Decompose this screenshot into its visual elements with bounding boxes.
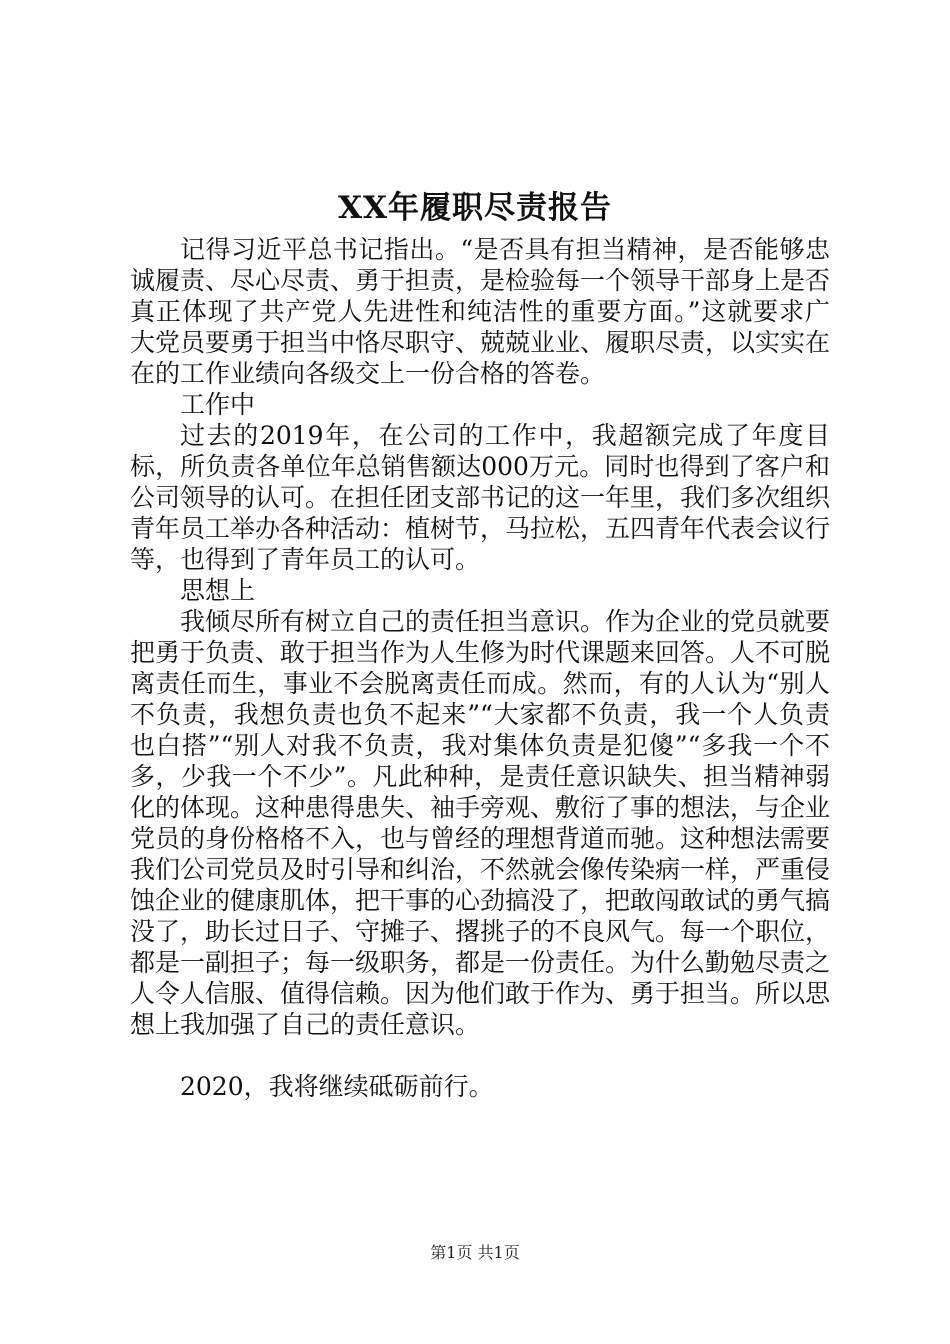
document-body [130,234,830,1102]
work-paragraph: 过去的2019年，在公司的工作中，我超额完成了年度目标，所负责各单位年总销售额达000万元。同时也得到了客户和公司领导的认可。在担任团支部书记的这一年里，我们多次组织青年员工举办各种活动：植树节，马拉松，五四青年代表会议行等，也得到了青年员工的认可。 [130,421,831,574]
document-title: XX年履职尽责报告 [337,190,613,226]
intro-paragraph: 记得习近平总书记指出。“是否具有担当精神，是否能够忠诚履责、尽心尽责、勇于担责，是检验每一个领导干部身上是否真正体现了共产党人先进性和纯洁性的重要方面。”这就要求广大党员要勇于担当中恪尽职守、兢兢业业、履职尽责，以实实在在的工作业绩向各级交上一份合格的答卷。 [130,235,831,388]
work-section-heading: 工作中 [180,390,256,419]
thought-paragraph: 我倾尽所有树立自己的责任担当意识。作为企业的党员就要把勇于负责、敢于担当作为人生修为时代课题来回答。人不可脱离责任而生，事业不会脱离责任而成。然而，有的人认为“别人不负责，我想负责也负不起来”“大家都不负责，我一个人负责也白搭”“别人对我不负责，我对集体负责是犯傻”“多我一个不多，少我一个不少”。凡此种种，是责任意识缺失、担当精神弱化的体现。这种患得患失、袖手旁观、敷衍了事的想法，与企业党员的身份格格不入，也与曾经的理想背道而驰。这种想法需要我们公司党员及时引导和纠治，不然就会像传染病一样，严重侵蚀企业的健康肌体，把干事的心劲搞没了，把敢闯敢试的勇气搞没了，助长过日子、守摊子、撂挑子的不良风气。每一个职位，都是一副担子；每一级职务，都是一份责任。为什么勤勉尽责之人令人信服、值得信赖。因为他们敢于作为、勇于担当。所以思想上我加强了自己的责任意识。 [130,607,831,1039]
page-footer: 第1页 共1页 [430,1243,520,1262]
closing-line: 2020，我将继续砥砺前行。 [180,1072,494,1101]
thought-section-heading: 思想上 [180,576,256,605]
